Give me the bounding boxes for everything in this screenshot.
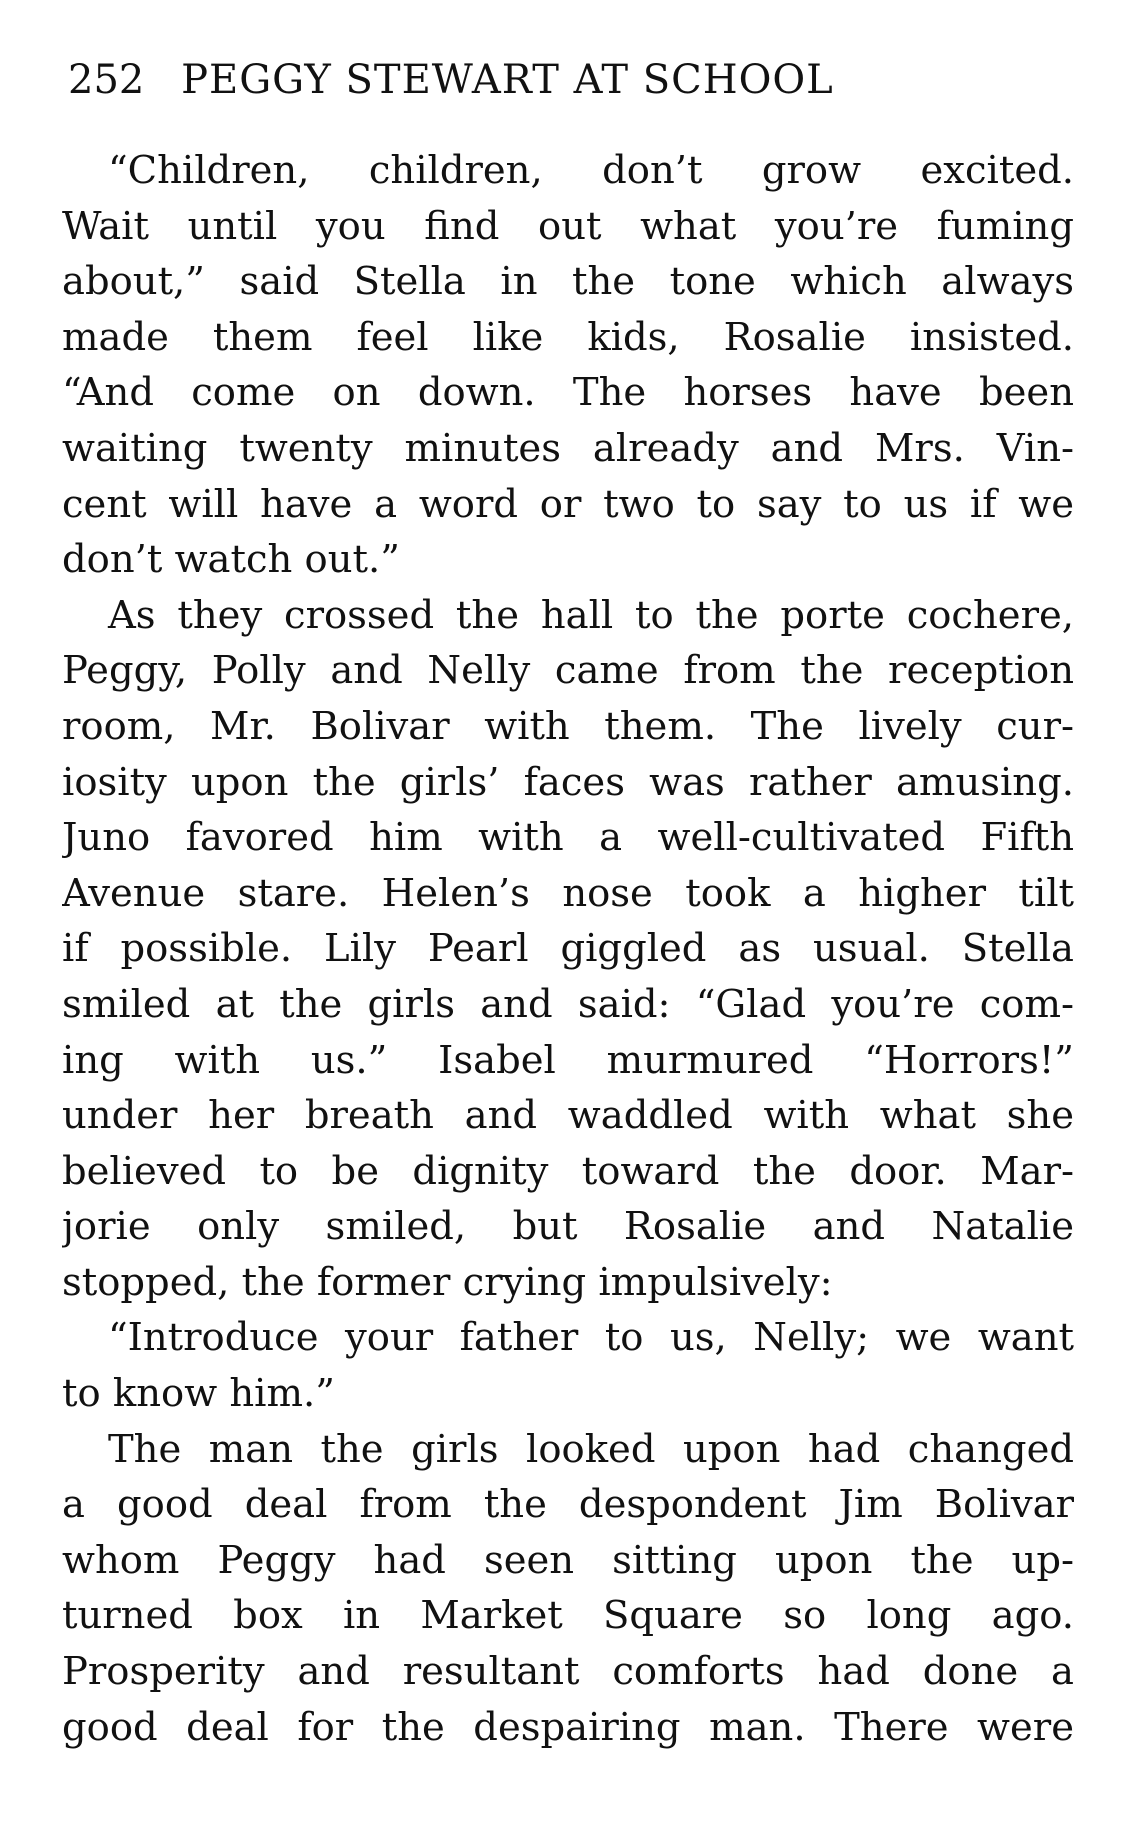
text-line: The man the girls looked upon had changed <box>108 1426 1074 1472</box>
text-line: Peggy, Polly and Nelly came from the reception <box>62 648 1074 694</box>
text-line: “Children, children, don’t grow excited. <box>108 148 1074 193</box>
page-number: 252 <box>68 57 145 103</box>
text-line: Prosperity and resultant comforts had done a <box>62 1649 1074 1695</box>
text-line: under her breath and waddled with what she <box>62 1093 1074 1139</box>
text-line: stopped, the former crying impulsively: <box>62 1259 833 1305</box>
text-line: if possible. Lily Pearl giggled as usual. Stella <box>62 926 1074 972</box>
text-line: ing with us.” Isabel murmured “Horrors!” <box>62 1037 1074 1083</box>
text-line: about,” said Stella in the tone which always <box>62 259 1074 305</box>
text-line: “Introduce your father to us, Nelly; we want <box>108 1315 1074 1361</box>
text-line: room, Mr. Bolivar with them. The lively cur- <box>62 703 1074 749</box>
text-line: jorie only smiled, but Rosalie and Natalie <box>62 1204 1074 1250</box>
text-line: Wait until you find out what you’re fuming <box>62 203 1074 249</box>
text-line: believed to be dignity toward the door. Mar- <box>62 1148 1074 1194</box>
text-line: to know him.” <box>62 1371 335 1417</box>
body-text <box>62 143 1074 1755</box>
page-header <box>68 52 1068 108</box>
text-line: made them feel like kids, Rosalie insisted. <box>62 314 1074 360</box>
text-line: Avenue stare. Helen’s nose took a higher tilt <box>62 870 1074 916</box>
text-line: turned box in Market Square so long ago. <box>62 1593 1074 1639</box>
text-line: smiled at the girls and said: “Glad you’re com- <box>62 981 1074 1027</box>
text-line: waiting twenty minutes already and Mrs. Vin- <box>62 425 1074 471</box>
text-line: good deal for the despairing man. There were <box>62 1704 1074 1750</box>
text-line: As they crossed the hall to the porte cochere, <box>108 592 1074 638</box>
text-line: whom Peggy had seen sitting upon the up- <box>62 1537 1074 1583</box>
text-line: “And come on down. The horses have been <box>62 370 1074 416</box>
text-line: cent will have a word or two to say to us if we <box>62 481 1074 527</box>
text-line: a good deal from the despondent Jim Bolivar <box>62 1482 1074 1528</box>
text-line: don’t watch out.” <box>62 537 400 583</box>
text-line: iosity upon the girls’ faces was rather amusing. <box>62 759 1074 805</box>
running-title: PEGGY STEWART AT SCHOOL <box>181 57 834 103</box>
text-line: Juno favored him with a well-cultivated Fifth <box>62 815 1074 861</box>
